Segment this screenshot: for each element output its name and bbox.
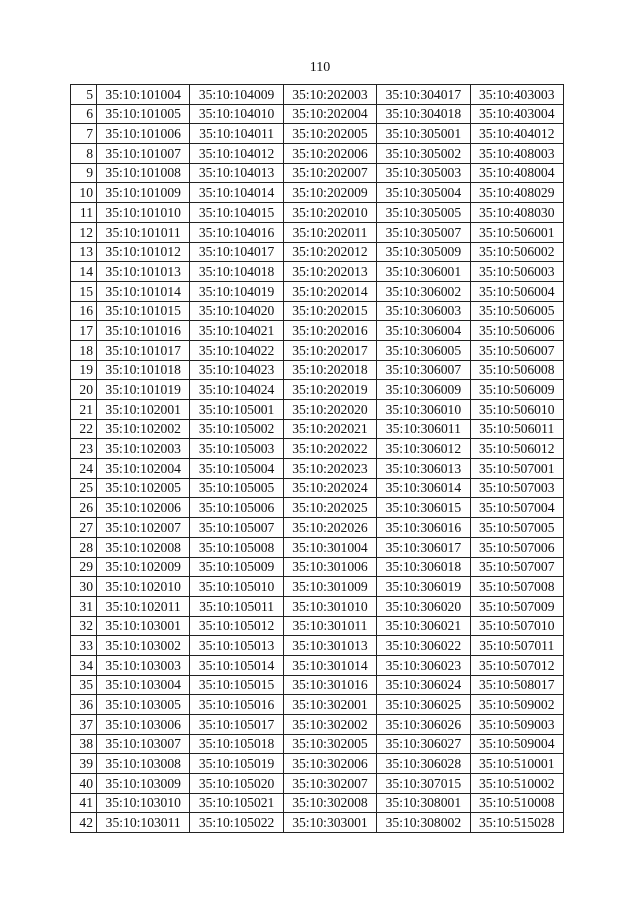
cadastral-number-cell: 35:10:302007: [283, 774, 376, 794]
cadastral-number-cell: 35:10:507001: [470, 459, 563, 479]
cadastral-number-cell: 35:10:302001: [283, 695, 376, 715]
cadastral-number-cell: 35:10:507012: [470, 655, 563, 675]
cadastral-number-cell: 35:10:105008: [190, 537, 283, 557]
cadastral-number-cell: 35:10:506002: [470, 242, 563, 262]
row-number-cell: 14: [71, 262, 97, 282]
cadastral-number-cell: 35:10:101010: [97, 203, 190, 223]
table-body: [71, 85, 564, 833]
cadastral-number-cell: 35:10:403004: [470, 104, 563, 124]
row-number-cell: 19: [71, 360, 97, 380]
row-number-cell: 40: [71, 774, 97, 794]
cadastral-number-cell: 35:10:105022: [190, 813, 283, 833]
row-number-cell: 18: [71, 340, 97, 360]
cadastral-number-cell: 35:10:105007: [190, 518, 283, 538]
cadastral-number-cell: 35:10:202026: [283, 518, 376, 538]
cadastral-number-cell: 35:10:301016: [283, 675, 376, 695]
cadastral-number-cell: 35:10:104017: [190, 242, 283, 262]
row-number-cell: 23: [71, 439, 97, 459]
row-number-cell: 38: [71, 734, 97, 754]
cadastral-number-cell: 35:10:506003: [470, 262, 563, 282]
row-number-cell: 9: [71, 163, 97, 183]
cadastral-number-cell: 35:10:101019: [97, 380, 190, 400]
table-row: [71, 518, 564, 538]
row-number-cell: 7: [71, 124, 97, 144]
row-number-cell: 28: [71, 537, 97, 557]
cadastral-number-cell: 35:10:104019: [190, 281, 283, 301]
cadastral-number-cell: 35:10:306024: [377, 675, 470, 695]
cadastral-number-cell: 35:10:509003: [470, 715, 563, 735]
cadastral-number-cell: 35:10:103001: [97, 616, 190, 636]
cadastral-number-cell: 35:10:506009: [470, 380, 563, 400]
row-number-cell: 5: [71, 85, 97, 105]
cadastral-number-cell: 35:10:302006: [283, 754, 376, 774]
cadastral-number-cell: 35:10:202005: [283, 124, 376, 144]
cadastral-number-cell: 35:10:202014: [283, 281, 376, 301]
cadastral-number-cell: 35:10:507007: [470, 557, 563, 577]
cadastral-number-cell: 35:10:104009: [190, 85, 283, 105]
cadastral-number-cell: 35:10:306005: [377, 340, 470, 360]
row-number-cell: 27: [71, 518, 97, 538]
cadastral-number-cell: 35:10:202021: [283, 419, 376, 439]
cadastral-number-cell: 35:10:102009: [97, 557, 190, 577]
row-number-cell: 42: [71, 813, 97, 833]
cadastral-number-cell: 35:10:105010: [190, 577, 283, 597]
cadastral-number-cell: 35:10:306025: [377, 695, 470, 715]
cadastral-number-cell: 35:10:102003: [97, 439, 190, 459]
cadastral-number-cell: 35:10:307015: [377, 774, 470, 794]
cadastral-number-cell: 35:10:301009: [283, 577, 376, 597]
cadastral-number-cell: 35:10:506010: [470, 400, 563, 420]
cadastral-number-cell: 35:10:103007: [97, 734, 190, 754]
cadastral-number-cell: 35:10:104014: [190, 183, 283, 203]
cadastral-number-cell: 35:10:510008: [470, 793, 563, 813]
cadastral-number-cell: 35:10:202023: [283, 459, 376, 479]
cadastral-number-cell: 35:10:306004: [377, 321, 470, 341]
cadastral-number-cell: 35:10:305002: [377, 144, 470, 164]
table-row: [71, 400, 564, 420]
cadastral-number-cell: 35:10:103009: [97, 774, 190, 794]
table-row: [71, 360, 564, 380]
cadastral-number-cell: 35:10:101004: [97, 85, 190, 105]
cadastral-number-cell: 35:10:202022: [283, 439, 376, 459]
cadastral-number-cell: 35:10:101007: [97, 144, 190, 164]
cadastral-number-cell: 35:10:302005: [283, 734, 376, 754]
cadastral-number-cell: 35:10:101018: [97, 360, 190, 380]
cadastral-number-cell: 35:10:306016: [377, 518, 470, 538]
cadastral-number-cell: 35:10:101015: [97, 301, 190, 321]
cadastral-number-cell: 35:10:507004: [470, 498, 563, 518]
cadastral-number-cell: 35:10:506012: [470, 439, 563, 459]
row-number-cell: 13: [71, 242, 97, 262]
row-number-cell: 17: [71, 321, 97, 341]
table-row: [71, 419, 564, 439]
cadastral-numbers-table: [70, 84, 564, 833]
cadastral-number-cell: 35:10:301013: [283, 636, 376, 656]
row-number-cell: 24: [71, 459, 97, 479]
table-row: [71, 222, 564, 242]
cadastral-number-cell: 35:10:103002: [97, 636, 190, 656]
row-number-cell: 29: [71, 557, 97, 577]
cadastral-number-cell: 35:10:102002: [97, 419, 190, 439]
cadastral-number-cell: 35:10:509002: [470, 695, 563, 715]
cadastral-number-cell: 35:10:202017: [283, 340, 376, 360]
cadastral-number-cell: 35:10:101008: [97, 163, 190, 183]
table-row: [71, 813, 564, 833]
table-row: [71, 163, 564, 183]
cadastral-number-cell: 35:10:304018: [377, 104, 470, 124]
table-row: [71, 616, 564, 636]
cadastral-number-cell: 35:10:103003: [97, 655, 190, 675]
cadastral-number-cell: 35:10:104016: [190, 222, 283, 242]
cadastral-number-cell: 35:10:101011: [97, 222, 190, 242]
cadastral-number-cell: 35:10:101005: [97, 104, 190, 124]
row-number-cell: 41: [71, 793, 97, 813]
table-row: [71, 675, 564, 695]
row-number-cell: 31: [71, 596, 97, 616]
cadastral-number-cell: 35:10:303001: [283, 813, 376, 833]
cadastral-number-cell: 35:10:105020: [190, 774, 283, 794]
cadastral-number-cell: 35:10:101012: [97, 242, 190, 262]
cadastral-number-cell: 35:10:105009: [190, 557, 283, 577]
cadastral-number-cell: 35:10:101009: [97, 183, 190, 203]
cadastral-number-cell: 35:10:104020: [190, 301, 283, 321]
row-number-cell: 25: [71, 478, 97, 498]
cadastral-number-cell: 35:10:103011: [97, 813, 190, 833]
cadastral-number-cell: 35:10:105018: [190, 734, 283, 754]
cadastral-number-cell: 35:10:103005: [97, 695, 190, 715]
cadastral-number-cell: 35:10:306020: [377, 596, 470, 616]
cadastral-number-cell: 35:10:104012: [190, 144, 283, 164]
table-row: [71, 498, 564, 518]
cadastral-number-cell: 35:10:305005: [377, 203, 470, 223]
cadastral-number-cell: 35:10:308001: [377, 793, 470, 813]
cadastral-number-cell: 35:10:104013: [190, 163, 283, 183]
cadastral-number-cell: 35:10:103004: [97, 675, 190, 695]
row-number-cell: 39: [71, 754, 97, 774]
cadastral-number-cell: 35:10:202006: [283, 144, 376, 164]
cadastral-number-cell: 35:10:302002: [283, 715, 376, 735]
row-number-cell: 30: [71, 577, 97, 597]
cadastral-number-cell: 35:10:306014: [377, 478, 470, 498]
cadastral-number-cell: 35:10:105003: [190, 439, 283, 459]
table-row: [71, 85, 564, 105]
cadastral-number-cell: 35:10:306028: [377, 754, 470, 774]
cadastral-number-cell: 35:10:306018: [377, 557, 470, 577]
cadastral-number-cell: 35:10:408030: [470, 203, 563, 223]
table-row: [71, 104, 564, 124]
cadastral-number-cell: 35:10:202018: [283, 360, 376, 380]
cadastral-number-cell: 35:10:509004: [470, 734, 563, 754]
row-number-cell: 12: [71, 222, 97, 242]
cadastral-number-cell: 35:10:104010: [190, 104, 283, 124]
cadastral-number-cell: 35:10:305004: [377, 183, 470, 203]
cadastral-number-cell: 35:10:306012: [377, 439, 470, 459]
cadastral-number-cell: 35:10:105011: [190, 596, 283, 616]
cadastral-number-cell: 35:10:302008: [283, 793, 376, 813]
cadastral-number-cell: 35:10:101016: [97, 321, 190, 341]
table-row: [71, 144, 564, 164]
cadastral-number-cell: 35:10:507008: [470, 577, 563, 597]
cadastral-number-cell: 35:10:105019: [190, 754, 283, 774]
cadastral-number-cell: 35:10:306027: [377, 734, 470, 754]
cadastral-number-cell: 35:10:202003: [283, 85, 376, 105]
cadastral-number-cell: 35:10:101014: [97, 281, 190, 301]
cadastral-number-cell: 35:10:305009: [377, 242, 470, 262]
row-number-cell: 10: [71, 183, 97, 203]
cadastral-number-cell: 35:10:202019: [283, 380, 376, 400]
cadastral-number-cell: 35:10:101017: [97, 340, 190, 360]
cadastral-number-cell: 35:10:506005: [470, 301, 563, 321]
row-number-cell: 32: [71, 616, 97, 636]
row-number-cell: 35: [71, 675, 97, 695]
cadastral-number-cell: 35:10:202013: [283, 262, 376, 282]
cadastral-number-cell: 35:10:202009: [283, 183, 376, 203]
table-row: [71, 734, 564, 754]
cadastral-number-cell: 35:10:306003: [377, 301, 470, 321]
page-number: 110: [309, 60, 331, 75]
cadastral-number-cell: 35:10:202004: [283, 104, 376, 124]
cadastral-number-cell: 35:10:306021: [377, 616, 470, 636]
cadastral-number-cell: 35:10:105004: [190, 459, 283, 479]
cadastral-number-cell: 35:10:308002: [377, 813, 470, 833]
table-row: [71, 281, 564, 301]
row-number-cell: 37: [71, 715, 97, 735]
cadastral-number-cell: 35:10:105014: [190, 655, 283, 675]
cadastral-number-cell: 35:10:306023: [377, 655, 470, 675]
table-row: [71, 478, 564, 498]
cadastral-number-cell: 35:10:202011: [283, 222, 376, 242]
cadastral-number-cell: 35:10:507011: [470, 636, 563, 656]
cadastral-number-cell: 35:10:105016: [190, 695, 283, 715]
cadastral-number-cell: 35:10:510002: [470, 774, 563, 794]
table-row: [71, 301, 564, 321]
cadastral-number-cell: 35:10:306010: [377, 400, 470, 420]
cadastral-number-cell: 35:10:305007: [377, 222, 470, 242]
cadastral-number-cell: 35:10:202020: [283, 400, 376, 420]
cadastral-number-cell: 35:10:306026: [377, 715, 470, 735]
cadastral-number-cell: 35:10:202015: [283, 301, 376, 321]
cadastral-number-cell: 35:10:506008: [470, 360, 563, 380]
table-row: [71, 242, 564, 262]
cadastral-number-cell: 35:10:506011: [470, 419, 563, 439]
cadastral-number-cell: 35:10:105012: [190, 616, 283, 636]
cadastral-number-cell: 35:10:301014: [283, 655, 376, 675]
cadastral-number-cell: 35:10:515028: [470, 813, 563, 833]
row-number-cell: 6: [71, 104, 97, 124]
cadastral-number-cell: 35:10:104022: [190, 340, 283, 360]
table-row: [71, 124, 564, 144]
cadastral-number-cell: 35:10:305003: [377, 163, 470, 183]
cadastral-number-cell: 35:10:102010: [97, 577, 190, 597]
cadastral-number-cell: 35:10:102006: [97, 498, 190, 518]
cadastral-number-cell: 35:10:306013: [377, 459, 470, 479]
cadastral-number-cell: 35:10:404012: [470, 124, 563, 144]
row-number-cell: 21: [71, 400, 97, 420]
cadastral-number-cell: 35:10:103008: [97, 754, 190, 774]
cadastral-number-cell: 35:10:202007: [283, 163, 376, 183]
cadastral-number-cell: 35:10:306001: [377, 262, 470, 282]
cadastral-number-cell: 35:10:105017: [190, 715, 283, 735]
cadastral-number-cell: 35:10:102008: [97, 537, 190, 557]
cadastral-number-cell: 35:10:306015: [377, 498, 470, 518]
table-row: [71, 183, 564, 203]
cadastral-number-cell: 35:10:306007: [377, 360, 470, 380]
cadastral-number-cell: 35:10:202025: [283, 498, 376, 518]
table-row: [71, 715, 564, 735]
cadastral-number-cell: 35:10:408004: [470, 163, 563, 183]
cadastral-number-cell: 35:10:105006: [190, 498, 283, 518]
cadastral-number-cell: 35:10:104024: [190, 380, 283, 400]
table-row: [71, 577, 564, 597]
cadastral-number-cell: 35:10:202016: [283, 321, 376, 341]
table-row: [71, 655, 564, 675]
cadastral-number-cell: 35:10:306009: [377, 380, 470, 400]
cadastral-number-cell: 35:10:506001: [470, 222, 563, 242]
cadastral-number-cell: 35:10:104021: [190, 321, 283, 341]
table-row: [71, 557, 564, 577]
cadastral-number-cell: 35:10:202010: [283, 203, 376, 223]
cadastral-number-cell: 35:10:507009: [470, 596, 563, 616]
cadastral-number-cell: 35:10:202024: [283, 478, 376, 498]
table-row: [71, 203, 564, 223]
row-number-cell: 22: [71, 419, 97, 439]
table-row: [71, 774, 564, 794]
row-number-cell: 11: [71, 203, 97, 223]
cadastral-number-cell: 35:10:306022: [377, 636, 470, 656]
cadastral-number-cell: 35:10:301010: [283, 596, 376, 616]
cadastral-number-cell: 35:10:507005: [470, 518, 563, 538]
cadastral-number-cell: 35:10:304017: [377, 85, 470, 105]
cadastral-number-cell: 35:10:301004: [283, 537, 376, 557]
cadastral-number-cell: 35:10:104023: [190, 360, 283, 380]
cadastral-number-cell: 35:10:104011: [190, 124, 283, 144]
table-row: [71, 459, 564, 479]
table-row: [71, 439, 564, 459]
cadastral-number-cell: 35:10:102007: [97, 518, 190, 538]
row-number-cell: 20: [71, 380, 97, 400]
table-row: [71, 596, 564, 616]
table-row: [71, 537, 564, 557]
row-number-cell: 26: [71, 498, 97, 518]
row-number-cell: 33: [71, 636, 97, 656]
table-row: [71, 695, 564, 715]
cadastral-number-cell: 35:10:104018: [190, 262, 283, 282]
cadastral-number-cell: 35:10:102011: [97, 596, 190, 616]
table-row: [71, 793, 564, 813]
cadastral-number-cell: 35:10:306011: [377, 419, 470, 439]
table-row: [71, 636, 564, 656]
cadastral-number-cell: 35:10:306017: [377, 537, 470, 557]
cadastral-number-cell: 35:10:506004: [470, 281, 563, 301]
cadastral-number-cell: 35:10:301011: [283, 616, 376, 636]
cadastral-number-cell: 35:10:301006: [283, 557, 376, 577]
cadastral-number-cell: 35:10:105013: [190, 636, 283, 656]
row-number-cell: 15: [71, 281, 97, 301]
cadastral-number-cell: 35:10:105005: [190, 478, 283, 498]
cadastral-number-cell: 35:10:306002: [377, 281, 470, 301]
cadastral-number-cell: 35:10:105002: [190, 419, 283, 439]
cadastral-number-cell: 35:10:105015: [190, 675, 283, 695]
cadastral-number-cell: 35:10:507006: [470, 537, 563, 557]
cadastral-number-cell: 35:10:102005: [97, 478, 190, 498]
cadastral-number-cell: 35:10:103010: [97, 793, 190, 813]
cadastral-number-cell: 35:10:408003: [470, 144, 563, 164]
row-number-cell: 36: [71, 695, 97, 715]
cadastral-number-cell: 35:10:103006: [97, 715, 190, 735]
cadastral-number-cell: 35:10:506007: [470, 340, 563, 360]
cadastral-number-cell: 35:10:202012: [283, 242, 376, 262]
cadastral-number-cell: 35:10:408029: [470, 183, 563, 203]
row-number-cell: 8: [71, 144, 97, 164]
row-number-cell: 34: [71, 655, 97, 675]
cadastral-number-cell: 35:10:101013: [97, 262, 190, 282]
cadastral-number-cell: 35:10:507010: [470, 616, 563, 636]
cadastral-number-cell: 35:10:102001: [97, 400, 190, 420]
row-number-cell: 16: [71, 301, 97, 321]
table-row: [71, 340, 564, 360]
table-row: [71, 754, 564, 774]
table-row: [71, 262, 564, 282]
cadastral-number-cell: 35:10:104015: [190, 203, 283, 223]
cadastral-number-cell: 35:10:305001: [377, 124, 470, 144]
cadastral-number-cell: 35:10:508017: [470, 675, 563, 695]
cadastral-number-cell: 35:10:403003: [470, 85, 563, 105]
cadastral-number-cell: 35:10:102004: [97, 459, 190, 479]
cadastral-number-cell: 35:10:306019: [377, 577, 470, 597]
cadastral-number-cell: 35:10:105001: [190, 400, 283, 420]
table-row: [71, 321, 564, 341]
cadastral-number-cell: 35:10:101006: [97, 124, 190, 144]
cadastral-number-cell: 35:10:506006: [470, 321, 563, 341]
cadastral-number-cell: 35:10:105021: [190, 793, 283, 813]
table-row: [71, 380, 564, 400]
cadastral-number-cell: 35:10:507003: [470, 478, 563, 498]
cadastral-number-cell: 35:10:510001: [470, 754, 563, 774]
